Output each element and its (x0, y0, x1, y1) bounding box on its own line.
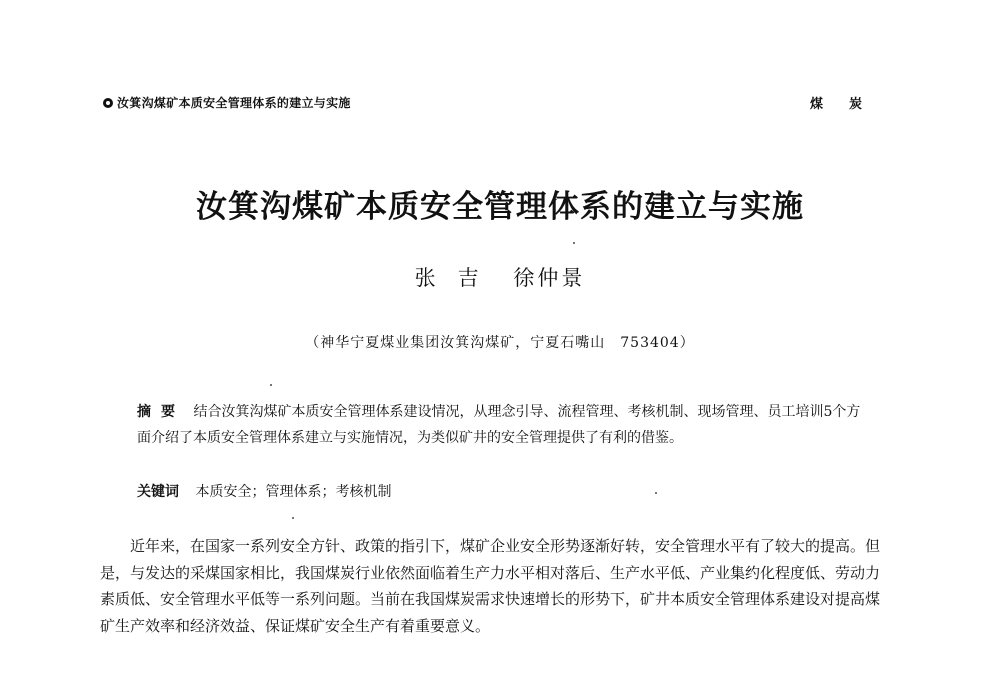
journal-name: 煤炭 (809, 97, 888, 112)
scan-speck (292, 517, 294, 519)
abstract-label: 摘要 (137, 404, 185, 420)
scan-speck (655, 492, 657, 494)
running-head (103, 94, 351, 111)
keywords-text: 本质安全；管理体系；考核机制 (195, 484, 392, 500)
running-title: 汝箕沟煤矿本质安全管理体系的建立与实施 (117, 96, 351, 110)
author-name: 张吉 (414, 266, 501, 290)
body-paragraph: 近年来，在国家一系列安全方针、政策的指引下，煤矿企业安全形势逐渐好转，安全管理水平有了较大的提高。但是，与发达的采煤国家相比，我国煤炭行业依然面临着生产力水平相对落后、生产水平低、产业集约化程度低、劳动力素质低、安全管理水平低等一系列问题。当前在我国煤炭需求快速增长的形势下，矿井本质安全管理体系建设对提高煤矿生产效率和经济效益、保证煤矿安全生产有着重要意义。 (100, 537, 881, 635)
keywords (137, 481, 391, 501)
author-name: 徐仲景 (513, 266, 586, 290)
scan-speck (270, 384, 272, 386)
authors (0, 262, 1000, 292)
abstract-text: 结合汝箕沟煤矿本质安全管理体系建设情况，从理念引导、流程管理、考核机制、现场管理、员工培训5个方面介绍了本质安全管理体系建立与实施情况，为类似矿井的安全管理提供了有利的借鉴。 (137, 404, 861, 446)
affiliation: （神华宁夏煤业集团汝箕沟煤矿，宁夏石嘴山 753404） (305, 335, 695, 351)
scan-speck (573, 242, 575, 244)
article-title: 汝箕沟煤矿本质安全管理体系的建立与实施 (196, 189, 804, 225)
bullet-icon (103, 98, 113, 108)
abstract (137, 399, 867, 451)
keywords-label: 关键词 (137, 484, 179, 500)
